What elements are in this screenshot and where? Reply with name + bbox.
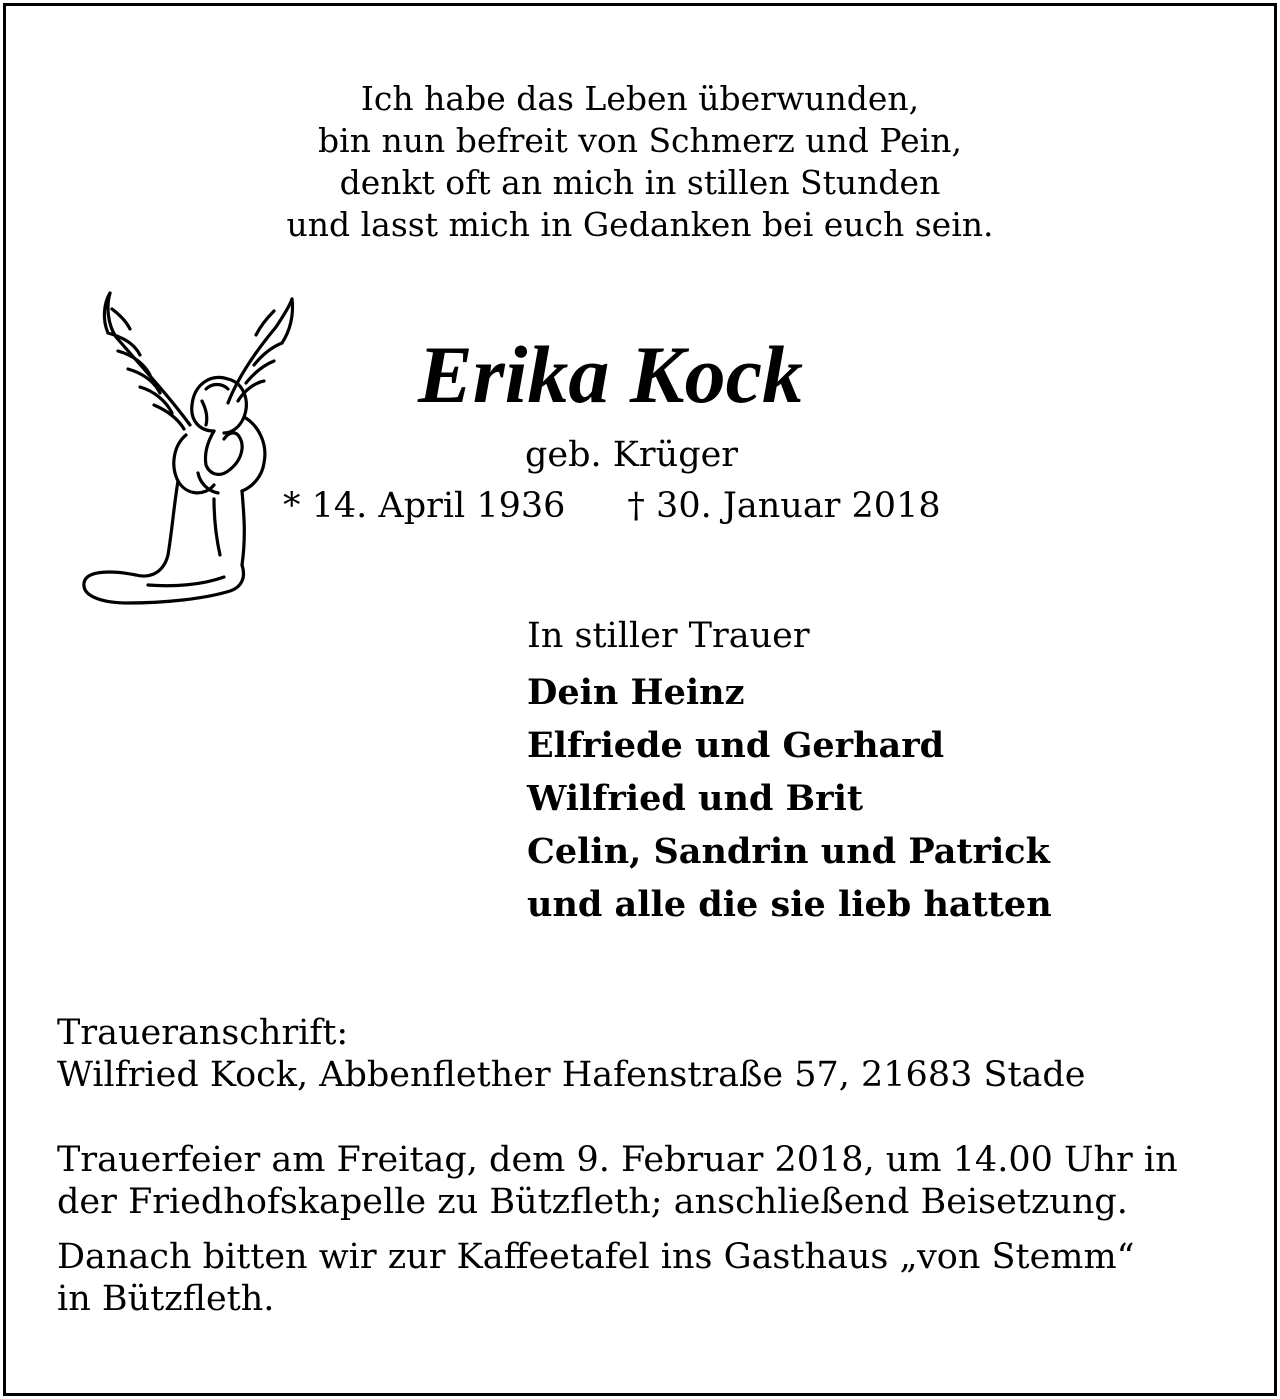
life-dates <box>283 484 941 528</box>
mourner-entry: und alle die sie lieb hatten <box>527 884 1052 925</box>
poem-line: Ich habe das Leben überwunden, <box>360 79 920 118</box>
address-label: Traueranschrift: <box>57 1013 349 1053</box>
poem-line: und lasst mich in Gedanken bei euch sein. <box>286 205 994 244</box>
reception-line: Danach bitten wir zur Kaffeetafel ins Gasthaus „von Stemm“ <box>57 1237 1135 1277</box>
mourner-entry: Wilfried und Brit <box>527 778 864 819</box>
death-date: † 30. Januar 2018 <box>627 486 941 526</box>
mourning-intro: In stiller Trauer <box>527 616 810 656</box>
ceremony-line: der Friedhofskapelle zu Bützfleth; anschließend Beisetzung. <box>57 1182 1128 1222</box>
ceremony-line: Trauerfeier am Freitag, dem 9. Februar 2018, um 14.00 Uhr in <box>57 1140 1178 1180</box>
memorial-poem <box>0 78 1280 246</box>
reception-line: in Bützfleth. <box>57 1279 275 1319</box>
mourners-list <box>527 666 1052 931</box>
reception-info <box>57 1236 1135 1320</box>
birth-date: * 14. April 1936 <box>283 486 566 526</box>
birth-name: geb. Krüger <box>525 435 739 475</box>
poem-line: bin nun befreit von Schmerz und Pein, <box>318 121 962 160</box>
funeral-service-info <box>57 1139 1178 1223</box>
address-value: Wilfried Kock, Abbenflether Hafenstraße 57, 21683 Stade <box>57 1055 1086 1095</box>
mourner-entry: Elfriede und Gerhard <box>527 725 945 766</box>
condolence-address <box>57 1012 1086 1096</box>
poem-line: denkt oft an mich in stillen Stunden <box>339 163 941 202</box>
mourner-entry: Celin, Sandrin und Patrick <box>527 831 1050 872</box>
deceased-name: Erika Kock <box>418 329 803 420</box>
angel-icon <box>78 285 303 610</box>
mourner-entry: Dein Heinz <box>527 672 745 713</box>
